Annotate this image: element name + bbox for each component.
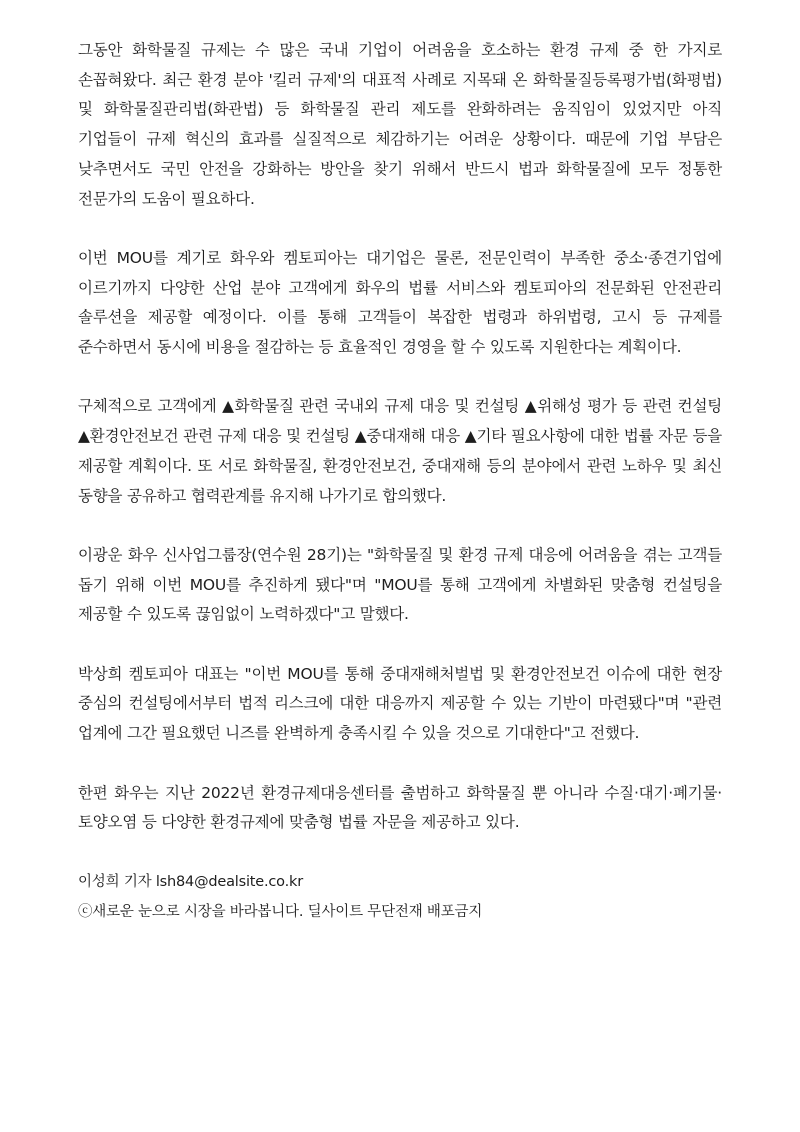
paragraph-chemical-regulation: 그동안 화학물질 규제는 수 많은 국내 기업이 어려움을 호소하는 환경 규제 중 한 가지로 손꼽혀왔다. 최근 환경 분야 '킬러 규제'의 대표적 사례로 지목돼 온 화학물질등록평가법(화평법) 및 화학물질관리법(화관법) 등 화학물질 관리 제도를 완화하려는 움직임이 있었지만 아직 기업들이 규제 혁신의 효과를 실질적으로 체감하기는 어려운 상황이다. 때문에 기업 부담은 낮추면서도 국민 안전을 강화하는 방안을 찾기 위해서 반드시 법과 화학물질에 모두 정통한 전문가의 도움이 필요하다. xyxy=(78,41,722,208)
paragraph-environment-center: 한편 화우는 지난 2022년 환경규제대응센터를 출범하고 화학물질 뿐 아니라 수질·대기·폐기물·토양오염 등 다양한 환경규제에 맞춤형 법률 자문을 제공하고 있다. xyxy=(78,783,722,832)
article-body xyxy=(78,36,722,927)
article-footer xyxy=(78,868,722,927)
paragraph-hwawoo-quote: 이광운 화우 신사업그룹장(연수원 28기)는 "화학물질 및 환경 규제 대응에 어려움을 겪는 고객들 돕기 위해 이번 MOU를 추진하게 됐다"며 "MOU를 통해 고객에게 차별화된 맞춤형 컨설팅을 제공할 수 있도록 끊임없이 노력하겠다"고 말했다. xyxy=(78,545,722,624)
paragraph-mou-plan: 이번 MOU를 계기로 화우와 켐토피아는 대기업은 물론, 전문인력이 부족한 중소·종견기업에 이르기까지 다양한 산업 분야 고객에게 화우의 법률 서비스와 켐토피아의 전문화된 안전관리 솔루션을 제공할 예정이다. 이를 통해 고객들이 복잡한 법령과 하위법령, 고시 등 규제를 준수하면서 동시에 비용을 절감하는 등 효율적인 경영을 할 수 있도록 지원한다는 계획이다. xyxy=(78,248,722,357)
copyright-notice: ⓒ새로운 눈으로 시장을 바라봅니다. 딜사이트 무단전재 배포금지 xyxy=(78,903,483,920)
paragraph-services: 구체적으로 고객에게 ▲화학물질 관련 국내외 규제 대응 및 컨설팅 ▲위해성 평가 등 관련 컨설팅 ▲환경안전보건 관련 규제 대응 및 컨설팅 ▲중대재해 대응 ▲기타 필요사항에 대한 법률 자문 등을 제공할 계획이다. 또 서로 화학물질, 환경안전보건, 중대재해 등의 분야에서 관련 노하우 및 최신 동향을 공유하고 협력관계를 유지해 나가기로 합의했다. xyxy=(78,397,722,505)
paragraph-chemtopia-quote: 박상희 켐토피아 대표는 "이번 MOU를 통해 중대재해처벌법 및 환경안전보건 이슈에 대한 현장 중심의 컨설팅에서부터 법적 리스크에 대한 대응까지 제공할 수 있는 기반이 마련됐다"며 "관련 업계에 그간 필요했던 니즈를 완벽하게 충족시킬 수 있을 것으로 기대한다"고 전했다. xyxy=(78,664,722,743)
byline: 이성희 기자 lsh84@dealsite.co.kr xyxy=(78,873,303,890)
